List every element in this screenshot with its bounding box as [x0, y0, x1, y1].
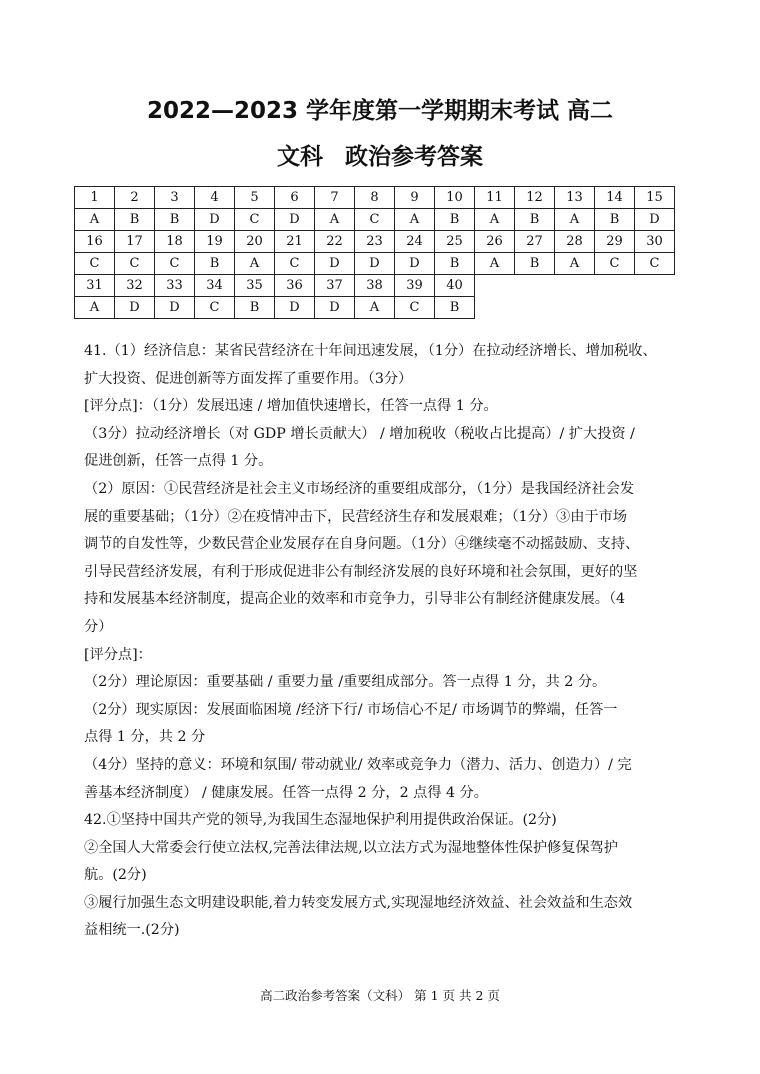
answer-body	[84, 338, 684, 945]
question-number-cell: 8	[355, 187, 395, 209]
question-number-cell: 3	[155, 187, 195, 209]
answer-cell: D	[195, 209, 235, 231]
text-line: 促进创新，任答一点得 1 分。	[84, 453, 273, 470]
answer-cell: B	[435, 297, 475, 319]
subtitle-subject: 政治参考答案	[345, 144, 483, 170]
answer-cell: A	[355, 297, 395, 319]
answer-cell: A	[555, 253, 595, 275]
question-number-row	[75, 231, 675, 253]
answer-cell: B	[595, 209, 635, 231]
empty-cell	[595, 275, 635, 297]
question-number-cell: 23	[355, 231, 395, 253]
text-line: 41.（1）经济信息：某省民营经济在十年间迅速发展，（1分）在拉动经济增长、增加税收、	[84, 343, 657, 359]
question-number-cell: 28	[555, 231, 595, 253]
answer-cell: C	[235, 209, 275, 231]
text-line: 展的重要基础；（1分）②在疫情冲击下，民营经济生存和发展艰难；（1分）③由于市场	[84, 508, 627, 525]
empty-cell	[635, 275, 675, 297]
answer-cell: D	[315, 297, 355, 319]
empty-cell	[595, 297, 635, 319]
question-number-cell: 12	[515, 187, 555, 209]
page-footer: 高二政治参考答案（文科） 第 1 页 共 2 页	[260, 988, 500, 1003]
answer-cell: A	[395, 209, 435, 231]
question-number-row	[75, 275, 675, 297]
question-number-cell: 11	[475, 187, 515, 209]
question-number-cell: 22	[315, 231, 355, 253]
answer-cell: B	[235, 297, 275, 319]
text-line: 扩大投资、促进创新等方面发挥了重要作用。（3分）	[84, 370, 413, 387]
answer-cell: C	[75, 253, 115, 275]
answer-cell: A	[75, 297, 115, 319]
question-number-cell: 19	[195, 231, 235, 253]
empty-cell	[555, 275, 595, 297]
answer-row	[75, 209, 675, 231]
question-number-cell: 30	[635, 231, 675, 253]
question-number-cell: 31	[75, 275, 115, 297]
answer-cell: C	[355, 209, 395, 231]
question-number-cell: 20	[235, 231, 275, 253]
question-number-cell: 1	[75, 187, 115, 209]
question-number-cell: 34	[195, 275, 235, 297]
answer-cell: C	[155, 253, 195, 275]
question-number-cell: 9	[395, 187, 435, 209]
answer-cell: C	[115, 253, 155, 275]
question-number-cell: 40	[435, 275, 475, 297]
question-number-cell: 27	[515, 231, 555, 253]
answer-cell: C	[595, 253, 635, 275]
question-number-cell: 7	[315, 187, 355, 209]
text-line: ②全国人大常委会行使立法权,完善法律法规,以立法方式为湿地整体性保护修复保驾护	[84, 839, 618, 856]
text-line: （4分）坚持的意义：环境和氛围/ 带动就业/ 效率或竞争力（潜力、活力、创造力）/ 完	[84, 756, 632, 773]
answer-cell: A	[475, 209, 515, 231]
answer-key-table	[74, 186, 675, 319]
answer-cell: D	[275, 297, 315, 319]
answer-cell: B	[195, 253, 235, 275]
text-line: 持和发展基本经济制度，提高企业的效率和市竞争力，引导非公有制经济健康发展。（4	[84, 591, 626, 608]
question-number-cell: 14	[595, 187, 635, 209]
empty-cell	[475, 275, 515, 297]
answer-cell: D	[115, 297, 155, 319]
answer-cell: B	[115, 209, 155, 231]
text-line: （2分）现实原因：发展面临困境 /经济下行/ 市场信心不足/ 市场调节的弊端，任答一	[84, 701, 618, 718]
question-number-row	[75, 187, 675, 209]
answer-cell: A	[315, 209, 355, 231]
empty-cell	[515, 297, 555, 319]
question-number-cell: 18	[155, 231, 195, 253]
answer-cell: A	[75, 209, 115, 231]
empty-cell	[515, 275, 555, 297]
answer-cell: A	[475, 253, 515, 275]
text-line: [评分点]：（1分）发展迅速 / 增加值快速增长，任答一点得 1 分。	[84, 398, 498, 415]
question-number-cell: 21	[275, 231, 315, 253]
empty-cell	[555, 297, 595, 319]
text-line: 点得 1 分，共 2 分	[84, 729, 206, 746]
question-number-cell: 33	[155, 275, 195, 297]
answer-cell: D	[395, 253, 435, 275]
text-line: 善基本经济制度） / 健康发展。任答一点得 2 分，2 点得 4 分。	[84, 784, 488, 801]
text-line: 益相统一.(2分)	[84, 922, 180, 939]
page-subtitle	[0, 138, 760, 171]
question-number-cell: 15	[635, 187, 675, 209]
page-title: 2022—2023 学年度第一学期期末考试 高二	[146, 98, 614, 124]
question-number-cell: 13	[555, 187, 595, 209]
answer-cell: B	[515, 253, 555, 275]
text-line: ③履行加强生态文明建设职能,着力转变发展方式,实现湿地经济效益、社会效益和生态效	[84, 894, 633, 911]
text-line: [评分点]：	[84, 646, 152, 663]
answer-cell: D	[275, 209, 315, 231]
question-number-cell: 38	[355, 275, 395, 297]
question-number-cell: 10	[435, 187, 475, 209]
answer-row	[75, 297, 675, 319]
question-number-cell: 17	[115, 231, 155, 253]
question-number-cell: 32	[115, 275, 155, 297]
answer-cell: D	[155, 297, 195, 319]
question-number-cell: 5	[235, 187, 275, 209]
question-number-cell: 39	[395, 275, 435, 297]
question-number-cell: 26	[475, 231, 515, 253]
answer-cell: D	[355, 253, 395, 275]
answer-cell: B	[435, 209, 475, 231]
question-number-cell: 35	[235, 275, 275, 297]
text-line: 航。(2分)	[84, 867, 147, 884]
subtitle-subject-type: 文科	[277, 144, 323, 170]
question-number-cell: 24	[395, 231, 435, 253]
answer-cell: B	[435, 253, 475, 275]
answer-cell: C	[195, 297, 235, 319]
text-line: 引导民营经济发展，有利于形成促进非公有制经济发展的良好环境和社会氛围，更好的坚	[84, 563, 638, 580]
question-number-cell: 6	[275, 187, 315, 209]
answer-cell: C	[395, 297, 435, 319]
question-number-cell: 37	[315, 275, 355, 297]
question-number-cell: 16	[75, 231, 115, 253]
answer-cell: D	[315, 253, 355, 275]
question-number-cell: 25	[435, 231, 475, 253]
text-line: （2）原因：①民营经济是社会主义市场经济的重要组成部分，（1分）是我国经济社会发	[84, 480, 635, 497]
answer-cell: D	[635, 209, 675, 231]
text-line: 分）	[84, 618, 113, 635]
text-line: 调节的自发性等，少数民营企业发展存在自身问题。（1分）④继续毫不动摇鼓励、支持、	[84, 536, 640, 553]
question-number-cell: 36	[275, 275, 315, 297]
text-line: （2分）理论原因：重要基础 / 重要力量 /重要组成部分。答一点得 1 分，共 2 分。	[84, 674, 607, 691]
text-line: （3分）拉动经济增长（对 GDP 增长贡献大） / 增加税收（税收占比提高）/ 扩大投资 /	[84, 425, 635, 442]
empty-cell	[475, 297, 515, 319]
answer-cell: B	[155, 209, 195, 231]
answer-cell: B	[515, 209, 555, 231]
text-line: 42.①坚持中国共产党的领导,为我国生态湿地保护利用提供政治保证。(2分)	[84, 812, 557, 829]
empty-cell	[635, 297, 675, 319]
question-number-cell: 4	[195, 187, 235, 209]
answer-row	[75, 253, 675, 275]
answer-cell: A	[555, 209, 595, 231]
question-number-cell: 2	[115, 187, 155, 209]
answer-cell: C	[275, 253, 315, 275]
answer-cell: C	[635, 253, 675, 275]
question-number-cell: 29	[595, 231, 635, 253]
answer-cell: A	[235, 253, 275, 275]
